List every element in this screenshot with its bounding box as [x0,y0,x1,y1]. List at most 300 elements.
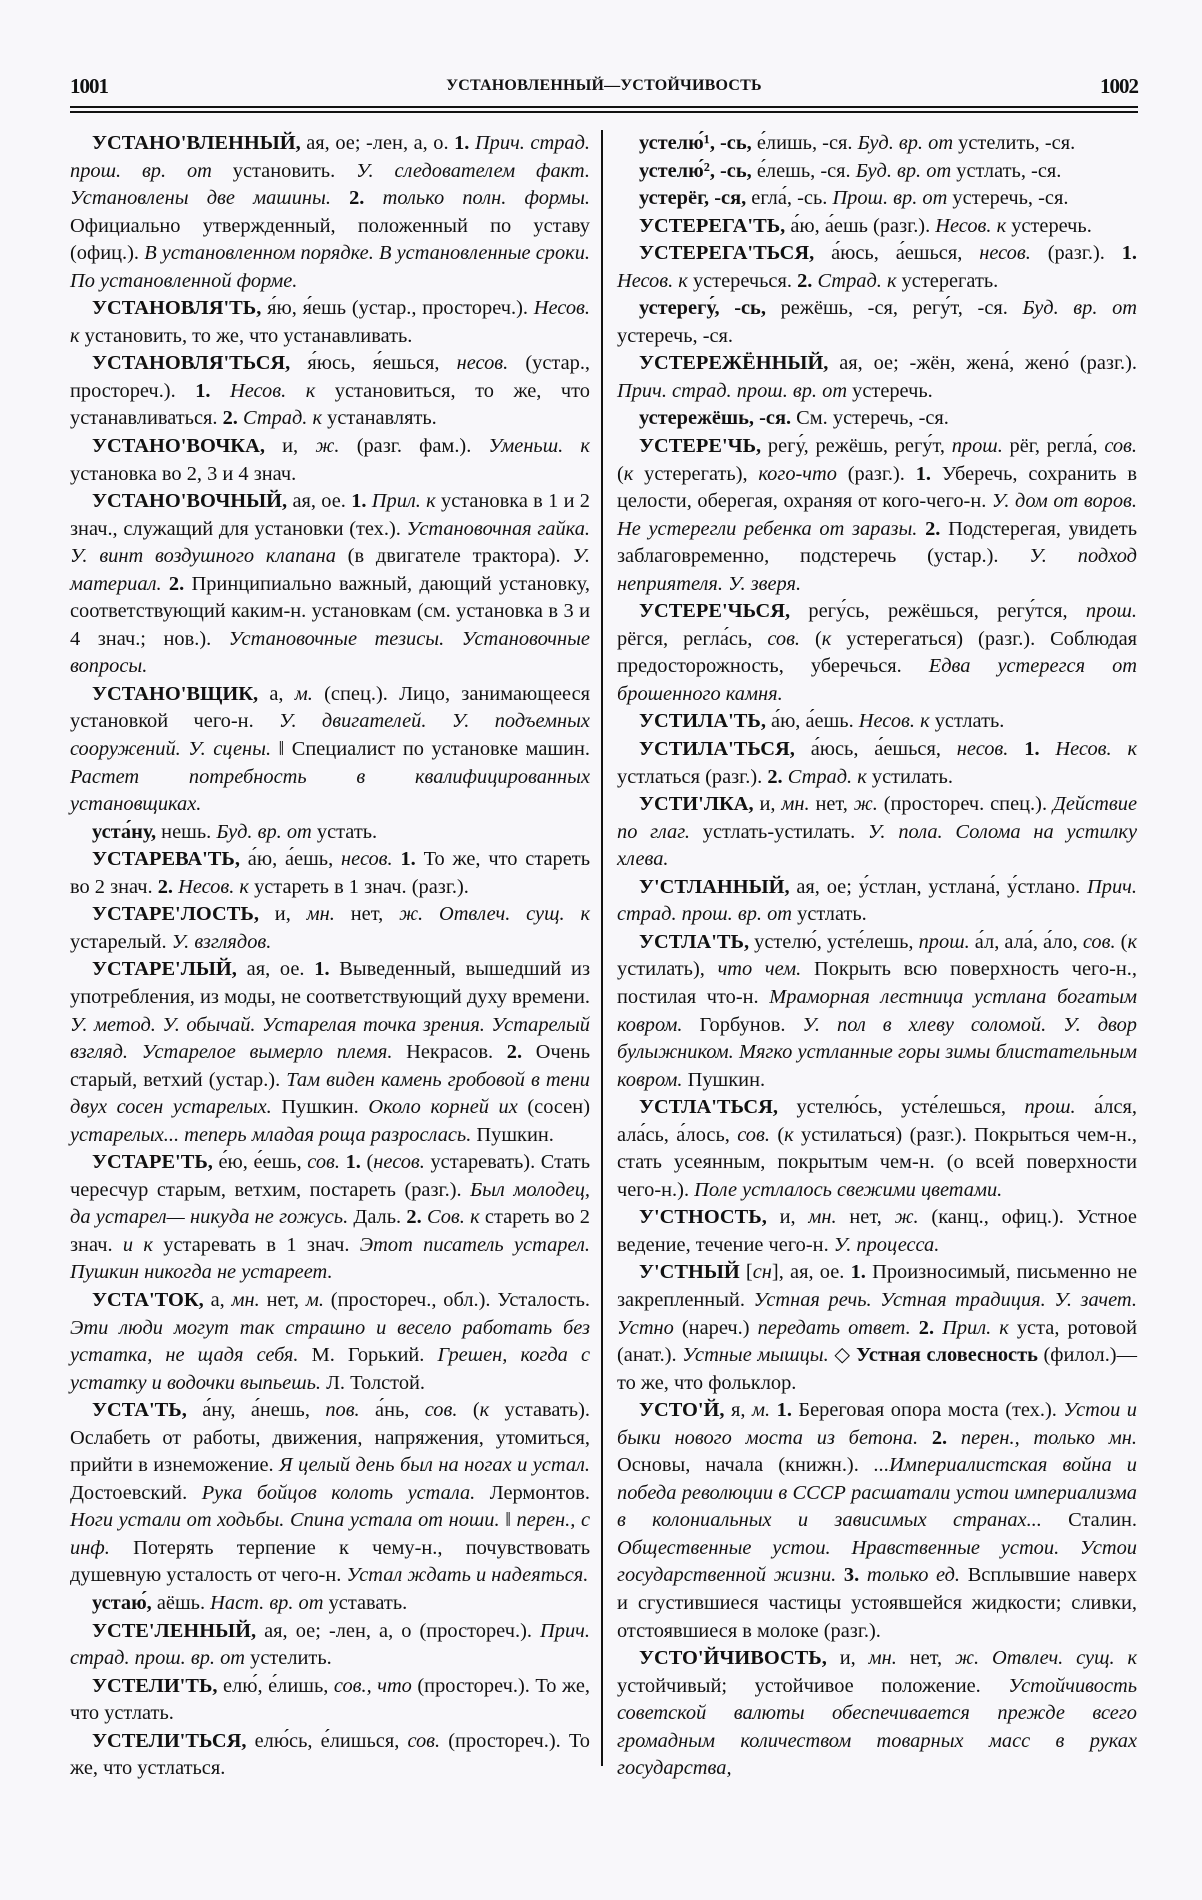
definition-text: Достоевский. [70,1481,202,1504]
italic-gloss: Прич. страд. прош. вр. от [70,132,591,182]
definition-text: режёшь, -ся, регу́т, -ся. [765,297,1023,320]
italic-gloss: У. двигателей. У. подъемных сооружений. У. сцены. [70,710,590,761]
definition-text: рёг, регла́, [1009,435,1105,458]
definition-text: (спец.). Лицо, занимающееся установкой чего-н. [70,682,590,733]
dictionary-entry [70,1673,590,1728]
italic-gloss: У. пол в хлеву соломой. У. двор булыжником. Мягко устланные горы зимы блистательным ковром. [617,1013,1137,1091]
dictionary-entry [617,433,1137,598]
definition-text: а́л, ала́, а́ло, [974,930,1083,953]
definition-text: ], ая, ое. [771,1261,851,1284]
headword: УСТО'Й, [639,1399,725,1422]
headword: УСТЛА'ТЬСЯ, [639,1096,778,1119]
headword: устаю́, [92,1591,152,1614]
definition-text: Произносимый, письменно не закрепленный. [617,1261,1137,1311]
italic-gloss: Прич. страд. прош. вр. от [70,1619,590,1670]
definition-text: (устар., простореч.). [70,352,591,402]
italic-gloss: В установленном порядке. В установленные сроки. По установленной форме. [70,242,591,292]
headword: УСТЕРЕГА'ТЬСЯ, [639,242,815,265]
definition-text: (разг.). [847,462,916,485]
italic-gloss: м. [752,1399,777,1422]
definition-text: и, [258,903,307,926]
header-double-rule [70,106,1138,113]
headword: УСТАНО'ВОЧНЫЙ, [92,490,288,513]
italic-gloss: прош. [918,930,975,953]
italic-gloss: сов., что [333,1674,418,1697]
definition-text: стареть во 2 знач. [70,1206,590,1256]
definition-text: Подстерегая, увидеть заблаговременно, подстеречь (устар.). [617,517,1138,568]
dictionary-entry [617,295,1137,350]
definition-text: устаревать в 1 знач. [163,1233,360,1256]
definition-text: а́юсь, а́ешься, [814,242,980,265]
headword: У'СТНОСТЬ, [639,1206,767,1229]
sense-number: 1. [776,1399,799,1422]
italic-gloss: прош. [1085,600,1137,623]
italic-gloss: мн. [868,1647,910,1670]
definition-text: регу́, режёшь, регу́т, [761,435,952,458]
definition-text: Уберечь, сохранить в целости, оберегая, охраняя от кого-чего-н. [617,462,1137,513]
definition-text: нет, [350,903,400,926]
italic-gloss: Несов. к [230,379,335,402]
definition-text: См. устеречь, -ся. [791,407,949,430]
definition-text: а́нь, [375,1399,425,1422]
page-header [70,74,1138,100]
italic-gloss: Буд. вр. от [1022,297,1137,320]
italic-gloss: Несов. к [1055,738,1137,761]
italic-gloss: прош. [1024,1096,1095,1119]
italic-gloss: мн. [808,1206,850,1229]
definition-text: ‖ [505,1509,517,1532]
italic-gloss: Буд. вр. от [216,820,317,843]
headword: УСТА'ТОК, [92,1288,204,1311]
definition-text: елю́, е́лишь, [217,1674,334,1697]
italic-gloss: Грешен, когда с устатку и водочки выпьешь. [70,1344,591,1394]
definition-text: устлать-устилать. [702,820,868,843]
definition-text: е́ю, е́ешь, [212,1151,308,1174]
definition-text: ( [777,1123,785,1146]
dictionary-entry [70,1618,590,1673]
definition-text: нет, [815,793,854,816]
italic-gloss: перен., с инф. [70,1509,591,1559]
italic-gloss: Рука бойцов колоть устала. [201,1481,490,1504]
italic-gloss: Уменьш. к [488,435,590,458]
italic-gloss: Установочная гайка. У. винт воздушного клапана [70,517,591,568]
page-number-left: 1001 [70,74,108,98]
dictionary-entry [617,350,1137,405]
italic-gloss: Сов. к [426,1206,485,1229]
italic-gloss: Прил. к [371,490,442,513]
italic-gloss: Ноги устали от ходьбы. Спина устала от ноши. [70,1509,506,1532]
definition-text: (разг. фам.). [356,435,489,458]
italic-gloss: Прич. страд. прош. вр. от [617,875,1137,926]
italic-gloss: прош. [951,435,1010,458]
definition-text: (в двигателе трактора). [347,545,573,568]
headword: УСТАРЕ'ЛЫЙ, [92,958,237,981]
headword: УСТЕРЕ'ЧЬ, [639,435,762,458]
definition-text: нет, [266,1288,306,1311]
definition-text: (канц., офиц.). Устное ведение, течение чего-н. [617,1206,1137,1256]
page-number-right: 1002 [1100,74,1138,98]
italic-gloss: Несов. к [935,214,1012,237]
definition-text: а́ю, а́ешь (разг.). [785,214,936,237]
italic-gloss: У. материал. [70,545,590,595]
italic-gloss: У. метод. У. обычай. Устарелая точка зрения. Устарелый взгляд. Устарелое вымерло племя. [70,1013,590,1064]
italic-gloss: что чем. [717,958,814,981]
sense-number: 2. [157,875,179,898]
headword: УСТЕРЕЖЁННЫЙ, [639,352,829,375]
dictionary-entry [617,791,1137,874]
definition-text: уставать. [328,1591,408,1614]
definition-text: установка во 2, 3 и 4 знач. [70,462,297,485]
definition-text: (филол.)—то же, что фольклор. [617,1344,1137,1394]
definition-text: елю́сь, е́лишься, [246,1729,408,1752]
definition-text: устелить, -ся. [958,132,1076,154]
definition-text: егла́, -сь. [746,187,833,210]
definition-text: ‖ Специалист по установке машин. [278,738,590,761]
definition-text: устелю́сь, усте́лешься, [777,1096,1025,1119]
definition-text: устерегаться) (разг.). Соблюдая предосторожность, уберечься. [617,627,1137,678]
definition-text: и, [766,1206,809,1229]
italic-gloss: мн. [781,793,816,816]
definition-text: и, [264,435,316,458]
headword: уста́ну, [92,820,157,843]
dictionary-entry [617,598,1137,708]
definition-text: устилать. [871,765,953,788]
headword: УСТИ'ЛКА, [639,793,754,816]
definition-text: аёшь. [151,1591,211,1614]
dictionary-entry [70,488,590,681]
headword: устерегу́, -сь, [639,297,766,320]
definition-text: устеречь, -ся. [952,187,1069,210]
headword: УСТЕЛИ'ТЬСЯ, [92,1729,247,1752]
definition-text: устерегать), [644,462,759,485]
headword: УСТО'ЙЧИВОСТЬ, [639,1647,827,1670]
definition-text: устарелый. [70,930,172,953]
dictionary-entry [70,846,590,901]
italic-gloss: кого-что [758,462,848,485]
italic-gloss: Прич. страд. прош. вр. от [617,379,853,402]
definition-text: а́ю, а́ешь. [765,710,859,733]
italic-gloss: м. [305,1288,331,1311]
sense-number: 2. [349,187,383,210]
italic-gloss: Несов. к [617,269,693,292]
definition-text: установиться, то же, что устанавливаться. [70,379,591,430]
italic-gloss: только ед. [866,1564,968,1587]
italic-gloss: сн [752,1261,772,1284]
italic-gloss: сов. [767,627,815,650]
definition-text: ◇ [834,1344,857,1367]
definition-text: (простореч.). То же, что устлаться. [70,1729,590,1780]
definition-text: Пушкин. [476,1123,554,1146]
italic-gloss: У. дом от воров. Не устерегли ребенка от заразы. [617,490,1137,540]
italic-gloss: Мраморная лестница устлана богатым ковром. [617,985,1137,1036]
dictionary-entry [617,185,1137,213]
definition-text: Горбунов. [699,1013,803,1036]
definition-text: а́ю, а́ешь, [239,848,342,871]
headword: УСТИЛА'ТЬ, [639,710,766,733]
definition-text: М. Горький. [311,1344,438,1367]
sense-number: 2. [168,572,192,595]
dictionary-entry [70,1287,590,1397]
italic-gloss: мн. [306,903,351,926]
italic-gloss: Устная речь. Устная традиция. У. зачет. Устно [617,1288,1137,1339]
dictionary-entry [617,1397,1137,1645]
italic-gloss: Прош. вр. от [832,187,953,210]
sense-number: 1. [314,958,340,981]
definition-text: а, [203,1288,232,1311]
italic-gloss: ж. [315,435,357,458]
italic-gloss: сов. [737,1123,778,1146]
headword: УСТЕРЕГА'ТЬ, [639,214,786,237]
definition-text: (разг.). [1047,242,1122,265]
definition-text: Некрасов. [406,1041,507,1064]
definition-text: Пушкин. [687,1068,766,1091]
italic-gloss: Буд. вр. от [857,132,959,154]
definition-text: (простореч.). То же, что устлать. [70,1674,590,1725]
italic-gloss: м. [294,682,325,705]
italic-gloss: только полн. формы. [382,187,590,210]
definition-text: установить. [232,159,357,182]
definition-text: Очень старый, ветхий (устар.). [70,1041,590,1091]
italic-gloss: мн. [231,1288,267,1311]
italic-gloss: Устал ждать и надеяться. [346,1564,589,1587]
running-head: УСТАНОВЛЕННЫЙ—УСТОЙЧИВОСТЬ [446,77,762,94]
headword: УСТАНОВЛЯ'ТЬ, [92,297,262,320]
dictionary-entry [70,1397,590,1590]
definition-text: Основы, начала (книжн.). [617,1454,874,1477]
sense-number: 2. [797,269,818,292]
italic-gloss: к [784,1123,802,1146]
italic-gloss: Там виден камень гробовой в тени двух сосен устарелых. [70,1068,590,1119]
dictionary-entry [70,819,590,847]
italic-gloss: Общественные устои. Нравственные устои. Устои государственной жизни. [617,1536,1137,1587]
sense-number: 2. [767,765,788,788]
dictionary-entry [617,158,1137,186]
definition-text: ая, ое; -жён, жена́, жено́ (разг.). [828,352,1137,375]
italic-gloss: Растет потребность в квалифицированных установщиках. [70,765,590,816]
italic-gloss: ж. Отвлеч. сущ. к [955,1647,1137,1670]
italic-gloss: сов. [307,1151,346,1174]
italic-gloss: Эти люди могут так страшно и весело работать без устатка, не щадя себя. [70,1316,590,1367]
definition-text: Пушкин. [281,1096,369,1119]
sense-number: 3. [843,1564,867,1587]
right-column [617,130,1137,1783]
definition-text: устеречь. [852,379,933,402]
definition-text: [ [739,1261,753,1284]
dictionary-entry [617,1259,1137,1397]
dictionary-entry [617,213,1137,241]
dictionary-entry [617,405,1137,433]
italic-gloss: несов. [456,352,526,375]
italic-gloss: сов. [1082,930,1121,953]
italic-gloss: Действие по глаг. [617,793,1137,843]
definition-text: устлать. [934,710,1005,733]
headword: УСТАРЕВА'ТЬ, [92,848,240,871]
italic-gloss: Прил. к [942,1316,1017,1339]
definition-text: и, [826,1647,869,1670]
italic-gloss: несов. [956,738,1025,761]
sense-number: 1. [400,848,424,871]
italic-gloss: Около корней их [368,1096,528,1119]
italic-gloss: У. подход неприятеля. У. зверя. [617,545,1137,595]
italic-gloss: несов. [373,1151,431,1174]
definition-text: ая, ое. [287,490,352,513]
definition-text: устареть в 1 знач. (разг.). [254,875,469,898]
italic-gloss: Устои и быки нового моста из бетона. [617,1399,1137,1449]
dictionary-entry [617,708,1137,736]
definition-text: устелить. [250,1647,332,1670]
italic-gloss: У. процесса. [833,1233,940,1256]
italic-gloss: несов. [979,242,1048,265]
definition-text: Покрыть всю поверхность чего-н., постилая что-н. [617,958,1137,1008]
italic-gloss: пов. [325,1399,376,1422]
italic-gloss: и к [122,1233,164,1256]
definition-text: (нареч.) [681,1316,758,1339]
italic-gloss: Буд. вр. от [855,159,957,182]
sense-number: 1. [1024,738,1056,761]
definition-text: установить, то же, что устанавливать. [84,324,413,347]
italic-gloss: Несов. к [858,710,935,733]
definition-text: устеречь. [1011,214,1092,237]
italic-gloss: перен., только мн. [960,1426,1137,1449]
headword: УСТАНО'ВЩИК, [92,682,259,705]
definition-text: я, [724,1399,752,1422]
definition-text: устаревать). Стать чересчур старым, ветхим, постареть (разг.). [70,1151,590,1201]
italic-gloss: Несов. к [70,297,590,347]
italic-gloss: сов. [424,1399,473,1422]
sense-number: 1. [454,132,475,154]
dictionary-entry [617,1094,1137,1204]
dictionary-entry [617,736,1137,791]
dictionary-entry [70,1149,590,1287]
definition-text: ая, ое; -лен, а, о. [300,132,455,154]
dictionary-entry [70,681,590,819]
definition-text: Потерять терпение к чему-н., почувствовать душевную усталость от чего-н. [70,1536,591,1587]
definition-text: устерегать. [901,269,999,292]
dictionary-entry [617,130,1137,158]
sense-number: 2. [918,1316,943,1339]
italic-gloss: сов. [407,1729,449,1752]
italic-gloss: Установочные тезисы. Установочные вопросы. [70,627,590,678]
dictionary-entry [70,130,590,295]
definition-text: ( [815,627,822,650]
italic-gloss: Я целый день был на ногах и устал. [279,1454,591,1477]
definition-text: ( [366,1151,374,1174]
italic-gloss: Наст. вр. от [210,1591,329,1614]
italic-gloss: ...Империалистская война и победа революции в СССР расшатали устои империализма в колониальных и зависимых странах... [617,1454,1137,1532]
definition-text: устлаться (разг.). [617,765,768,788]
italic-gloss: передать ответ. [757,1316,919,1339]
headword: У'СТНЫЙ [639,1261,740,1284]
definition-text: Выведенный, вышедший из употребления, из моды, не соответствующий духу времени. [70,958,591,1008]
definition-text: Всплывшие наверх и сгустившиеся частицы устоявшейся жидкости; сливки, отстоявшиеся в молоке (разг.). [617,1564,1137,1642]
italic-gloss: У. взглядов. [171,930,272,953]
headword: устелю́², -сь, [639,159,752,182]
sense-number: 1. [351,490,372,513]
headword: УСТАНО'ВОЧКА, [92,435,265,458]
definition-text: е́лешь, -ся. [751,159,856,182]
sense-number: 1. [850,1261,873,1284]
italic-gloss: Был молодец, да устарел— никуда не гожусь. [70,1178,591,1229]
definition-text: ая, ое; у́стлан, устлана́, у́стлано. [789,875,1088,898]
definition-text: устеречься. [692,269,798,292]
definition-text: Даль. [353,1206,407,1229]
italic-gloss: Устные мышцы. [682,1344,835,1367]
headword: УСТАНО'ВЛЕННЫЙ, [92,132,301,154]
definition-text: ая, ое. [236,958,315,981]
italic-gloss: Этот писатель устарел. Пушкин никогда не устареет. [70,1233,590,1284]
definition-text: и, [753,793,782,816]
definition-text: нет, [909,1647,956,1670]
definition-text: Принципиально важный, дающий установку, соответствующий каким-н. установкам (см. установка в 3 и 4 знач.; нов.). [70,572,590,650]
sense-number: 2. [931,1426,961,1449]
italic-gloss: Едва устерегся от брошенного камня. [617,655,1137,705]
definition-text: (простореч. спец.). [883,793,1053,816]
definition-text: установка в 1 и 2 знач., служащий для установки (тех.). [70,490,590,540]
headword: УСТАНОВЛЯ'ТЬСЯ, [92,352,291,375]
italic-gloss: Устойчивость советской валюты обеспечивается прежде всего громадным количеством товарных масс в руках государства, [617,1674,1137,1780]
definition-text: (сосен) [527,1096,590,1119]
sense-number: 1. [1121,242,1137,265]
italic-gloss: У. пола. Солома на устилку хлева. [617,820,1137,871]
definition-text: Береговая опора моста (тех.). [798,1399,1064,1422]
italic-gloss: сов. [1104,435,1137,458]
headword: УСТАРЕ'ЛОСТЬ, [92,903,259,926]
definition-text: ( [617,462,624,485]
definition-text: устанавлять. [327,407,437,430]
dictionary-entry [70,433,590,488]
headword: УСТЕРЕ'ЧЬСЯ, [639,600,791,623]
definition-text: а́лся, ала́сь, а́лось, [617,1096,1137,1146]
definition-text: ая, ое; -лен, а, о (простореч.). [256,1619,541,1642]
definition-text: Л. Толстой. [326,1371,426,1394]
dictionary-entry [617,1204,1137,1259]
headword: УСТАРЕ'ТЬ, [92,1151,213,1174]
dictionary-entry [70,956,590,1149]
definition-text: (простореч., обл.). Усталость. [330,1288,590,1311]
italic-gloss: устарелых... теперь младая роща разрослась. [70,1123,477,1146]
left-column [70,130,590,1783]
italic-gloss: к [821,627,847,650]
headword: УСТЕЛИ'ТЬ, [92,1674,218,1697]
definition-text: рёгся, регла́сь, [617,627,768,650]
sense-number: 1. [915,462,942,485]
headword: УСТА'ТЬ, [92,1399,187,1422]
definition-text: уста, ротовой (анат.). [617,1316,1138,1367]
italic-gloss: ж. [853,793,884,816]
definition-text: То же, что стареть во 2 знач. [70,848,591,898]
dictionary-entry [617,874,1137,929]
sense-number: 2. [222,407,243,430]
definition-text: устеречь, -ся. [617,324,734,347]
dictionary-entry [70,1590,590,1618]
italic-gloss: к [479,1399,505,1422]
definition-text: регу́сь, режёшься, регу́тся, [790,600,1086,623]
definition-text: Лермонтов. [489,1481,590,1504]
definition-text: ( [472,1399,480,1422]
definition-text: а, [258,682,295,705]
dictionary-entry [617,929,1137,1094]
italic-gloss: Несов. к [178,875,255,898]
definition-text: устелю́, усте́лешь, [749,930,919,953]
definition-text: устойчивый; устойчивое положение. [617,1674,1009,1697]
italic-gloss: У. следователем факт. Установлены две машины. [70,159,591,210]
sense-number: 2. [925,517,949,540]
definition-text: устать. [316,820,378,843]
definition-text: нешь. [156,820,217,843]
column-divider [601,130,603,1766]
headword: УСТЕ'ЛЕННЫЙ, [92,1619,257,1642]
sense-number: 2. [506,1041,536,1064]
